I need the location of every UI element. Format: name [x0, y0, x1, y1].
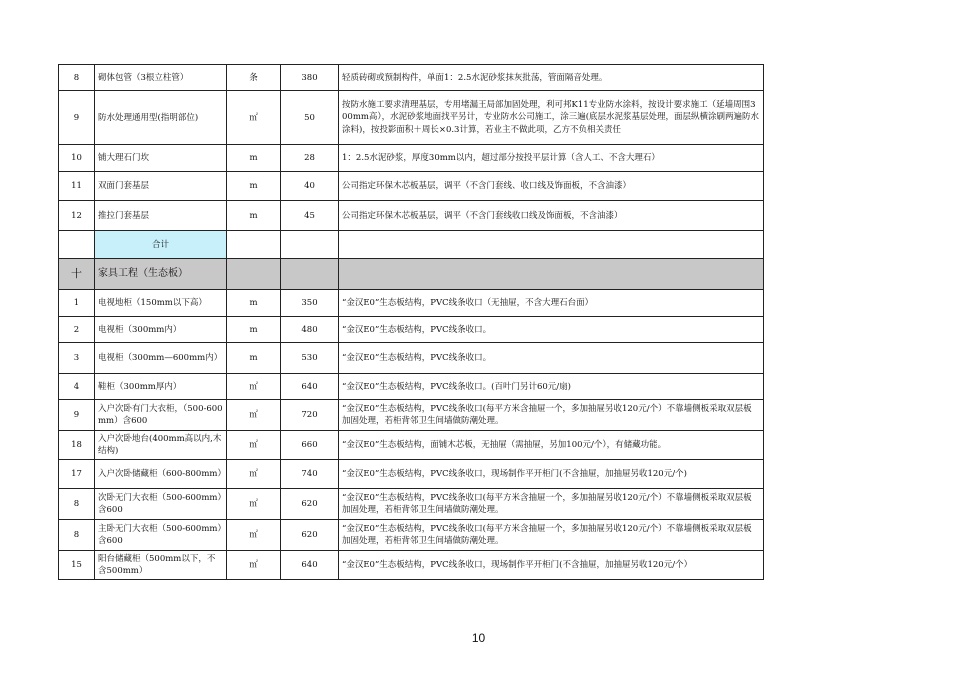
- table-row: [59, 91, 764, 145]
- item-unit: 条: [227, 65, 281, 91]
- table-row: [59, 145, 764, 172]
- item-price: 380: [281, 65, 339, 91]
- item-unit: m: [227, 343, 281, 374]
- table-body-top: [59, 65, 764, 231]
- item-unit: m: [227, 201, 281, 231]
- table-row: [59, 172, 764, 201]
- item-description: “金汉E0”生态板结构，PVC线条收口(每平方米含抽屉一个，多加抽屉另收120元/个）不靠墙侧板采取双层板加固处理，若柜背邻卫生间墙做防潮处理。: [339, 489, 764, 520]
- row-number: 9: [59, 400, 95, 431]
- row-number: 1: [59, 290, 95, 317]
- item-unit: ㎡: [227, 91, 281, 145]
- item-description: 轻质砖砌或预制构件，单面1：2.5水泥砂浆抹灰批荡，管面隔音处理。: [339, 65, 764, 91]
- item-description: 按防水施工要求清理基层，专用堵漏王局部加固处理，利可邦K11专业防水涂料，按设计要求施工（延墙周围300mm高），水泥砂浆地面找平另计，专业防水公司施工，涂三遍(底层水泥浆基层处理，面层纵横涂刷两遍防水涂料)，按投影面积＋周长×0.3计算，若业主不做此项，乙方不负相关责任: [339, 91, 764, 145]
- section-blank-desc: [339, 259, 764, 290]
- item-unit: m: [227, 290, 281, 317]
- item-name: 主卧无门大衣柜（500-600mm）含600: [95, 520, 227, 551]
- section-blank-price: [281, 259, 339, 290]
- row-number: 2: [59, 317, 95, 343]
- item-description: 公司指定环保木芯板基层，调平（不含门套线、收口线及饰面板，不含油漆）: [339, 172, 764, 201]
- item-name: 入户次卧储藏柜（600-800mm）: [95, 460, 227, 489]
- item-unit: ㎡: [227, 431, 281, 460]
- table-body-bottom: [59, 290, 764, 580]
- item-name: 铺大理石门坎: [95, 145, 227, 172]
- item-name: 电视地柜（150mm以下高）: [95, 290, 227, 317]
- page-number: 10: [471, 631, 486, 645]
- item-price: 660: [281, 431, 339, 460]
- item-price: 640: [281, 551, 339, 580]
- item-price: 620: [281, 520, 339, 551]
- item-name: 次卧无门大衣柜（500-600mm）含600: [95, 489, 227, 520]
- item-unit: ㎡: [227, 400, 281, 431]
- item-price: 620: [281, 489, 339, 520]
- item-unit: ㎡: [227, 551, 281, 580]
- item-name: 电视柜（300mm内）: [95, 317, 227, 343]
- item-price: 28: [281, 145, 339, 172]
- row-number: 8: [59, 489, 95, 520]
- table-row: [59, 374, 764, 400]
- table-row: [59, 489, 764, 520]
- table-row: [59, 551, 764, 580]
- item-name: 砌体包管（3根立柱管）: [95, 65, 227, 91]
- item-price: 480: [281, 317, 339, 343]
- row-number: 3: [59, 343, 95, 374]
- section-header-row: [59, 259, 764, 290]
- table-row: [59, 343, 764, 374]
- item-name: 入户次卧地台(400mm高以内,木结构): [95, 431, 227, 460]
- item-price: 50: [281, 91, 339, 145]
- item-description: “金汉E0”生态板结构，PVC线条收口。: [339, 317, 764, 343]
- total-row-price-cell: [281, 231, 339, 259]
- item-unit: ㎡: [227, 374, 281, 400]
- item-price: 40: [281, 172, 339, 201]
- item-name: 鞋柜（300mm厚内）: [95, 374, 227, 400]
- row-number: 11: [59, 172, 95, 201]
- item-unit: ㎡: [227, 520, 281, 551]
- item-description: “金汉E0”生态板结构，PVC线条收口(每平方米含抽屉一个，多加抽屉另收120元/个）不靠墙侧板采取双层板加固处理，若柜背邻卫生间墙做防潮处理。: [339, 400, 764, 431]
- item-description: 1：2.5水泥砂浆，厚度30mm以内，超过部分按投平层计算（含人工、不含大理石）: [339, 145, 764, 172]
- table-row: [59, 317, 764, 343]
- table-body-total: [59, 231, 764, 290]
- item-price: 740: [281, 460, 339, 489]
- section-title: 家具工程（生态板）: [95, 259, 227, 290]
- item-description: “金汉E0”生态板结构，PVC线条收口（无抽屉，不含大理石台面）: [339, 290, 764, 317]
- item-description: “金汉E0”生态板结构，PVC线条收口，现场制作平开柜门(不含抽屉，加抽屉另收120元/个): [339, 460, 764, 489]
- item-name: 电视柜（300mm—600mm内）: [95, 343, 227, 374]
- total-row-no-cell: [59, 231, 95, 259]
- table-row: [59, 460, 764, 489]
- row-number: 18: [59, 431, 95, 460]
- item-price: 350: [281, 290, 339, 317]
- item-name: 双面门套基层: [95, 172, 227, 201]
- item-description: “金汉E0”生态板结构，PVC线条收口。(百叶门另计60元/扇): [339, 374, 764, 400]
- row-number: 8: [59, 520, 95, 551]
- item-description: “金汉E0”生态板结构，PVC线条收口(每平方米含抽屉一个，多加抽屉另收120元/个）不靠墙侧板采取双层板加固处理，若柜背邻卫生间墙做防潮处理。: [339, 520, 764, 551]
- item-price: 720: [281, 400, 339, 431]
- row-number: 8: [59, 65, 95, 91]
- quotation-table: [58, 64, 764, 580]
- item-unit: m: [227, 172, 281, 201]
- item-name: 防水处理通用型(指明部位): [95, 91, 227, 145]
- row-number: 9: [59, 91, 95, 145]
- total-label: 合计: [95, 231, 227, 259]
- total-row-unit-cell: [227, 231, 281, 259]
- item-description: “金汉E0”生态板结构，PVC线条收口。: [339, 343, 764, 374]
- table-row: [59, 65, 764, 91]
- table-row: [59, 400, 764, 431]
- total-row: [59, 231, 764, 259]
- item-unit: ㎡: [227, 460, 281, 489]
- section-blank-unit: [227, 259, 281, 290]
- table-row: [59, 520, 764, 551]
- total-row-desc-cell: [339, 231, 764, 259]
- item-unit: m: [227, 145, 281, 172]
- item-price: 530: [281, 343, 339, 374]
- item-name: 推拉门套基层: [95, 201, 227, 231]
- item-name: 入户次卧有门大衣柜，（500-600mm）含600: [95, 400, 227, 431]
- item-price: 45: [281, 201, 339, 231]
- item-description: 公司指定环保木芯板基层，调平（不含门套线收口线及饰面板，不含油漆）: [339, 201, 764, 231]
- item-unit: m: [227, 317, 281, 343]
- item-description: “金汉E0”生态板结构，PVC线条收口，现场制作平开柜门(不含抽屉，加抽屉另收120元/个）: [339, 551, 764, 580]
- row-number: 17: [59, 460, 95, 489]
- section-number: 十: [59, 259, 95, 290]
- table-row: [59, 201, 764, 231]
- row-number: 10: [59, 145, 95, 172]
- table-row: [59, 290, 764, 317]
- table-row: [59, 431, 764, 460]
- item-description: “金汉E0”生态板结构，面铺木芯板，无抽屉（需抽屉，另加100元/个），有储藏功能。: [339, 431, 764, 460]
- row-number: 12: [59, 201, 95, 231]
- item-price: 640: [281, 374, 339, 400]
- item-name: 阳台储藏柜（500mm以下，不含500mm）: [95, 551, 227, 580]
- item-unit: ㎡: [227, 489, 281, 520]
- row-number: 15: [59, 551, 95, 580]
- row-number: 4: [59, 374, 95, 400]
